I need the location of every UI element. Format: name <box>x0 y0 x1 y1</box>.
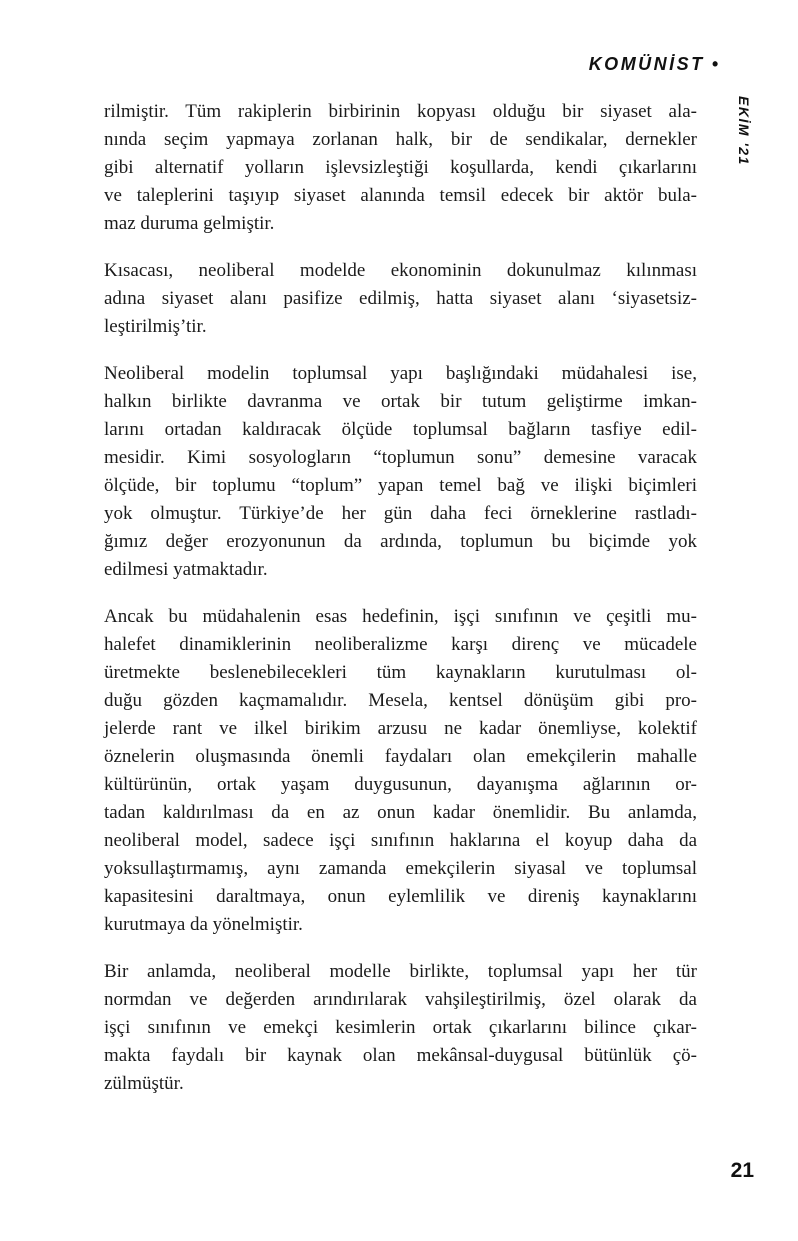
text-line: rilmiştir. Tüm rakiplerin birbirinin kopyası olduğu bir siyaset ala- <box>104 101 697 122</box>
running-head <box>589 54 718 75</box>
text-line: ğımız değer erozyonunun da ardında, toplumun bu biçimde yok <box>104 531 697 552</box>
text-line: maz duruma gelmiştir. <box>104 213 275 234</box>
issue-label: EKİM '21 <box>736 96 752 166</box>
text-line: nında seçim yapmaya zorlanan halk, bir de sendikalar, dernekler <box>104 129 697 150</box>
paragraph <box>104 603 697 939</box>
article-body <box>104 98 697 1117</box>
page-number: 21 <box>730 1159 754 1182</box>
bullet-icon: • <box>711 54 718 74</box>
text-line: kurutmaya da yönelmiştir. <box>104 914 303 935</box>
text-line: mesidir. Kimi sosyologların “toplumun sonu” demesine varacak <box>104 447 697 468</box>
text-line: edilmesi yatmaktadır. <box>104 559 268 580</box>
paragraph <box>104 958 697 1098</box>
text-line: kapasitesini daraltmaya, onun eylemlilik ve direniş kaynaklarını <box>104 886 697 907</box>
text-line: Neoliberal modelin toplumsal yapı başlığındaki müdahalesi ise, <box>104 363 697 384</box>
text-line: kültürünün, ortak yaşam duygusunun, dayanışma ağlarının or- <box>104 774 697 795</box>
text-line: leştirilmiş’tir. <box>104 316 207 337</box>
text-line: gibi alternatif yolların işlevsizleştiği koşullarda, kendi çıkarlarını <box>104 157 697 178</box>
text-line: jelerde rant ve ilkel birikim arzusu ne kadar önemliyse, kolektif <box>104 718 697 739</box>
text-line: Ancak bu müdahalenin esas hedefinin, işçi sınıfının ve çeşitli mu- <box>104 606 697 627</box>
text-line: neoliberal model, sadece işçi sınıfının haklarına el koyup daha da <box>104 830 697 851</box>
text-line: tadan kaldırılması da en az onun kadar önemlidir. Bu anlamda, <box>104 802 697 823</box>
text-line: yoksullaştırmamış, aynı zamanda emekçilerin siyasal ve toplumsal <box>104 858 697 879</box>
text-line: öznelerin oluşmasında önemli faydaları olan emekçilerin mahalle <box>104 746 697 767</box>
text-line: üretmekte beslenebilecekleri tüm kaynakların kurutulması ol- <box>104 662 697 683</box>
text-line: normdan ve değerden arındırılarak vahşileştirilmiş, özel olarak da <box>104 989 697 1010</box>
paragraph <box>104 257 697 341</box>
text-line: larını ortadan kaldıracak ölçüde toplumsal bağların tasfiye edil- <box>104 419 697 440</box>
text-line: yok olmuştur. Türkiye’de her gün daha feci örneklerine rastladı- <box>104 503 697 524</box>
text-line: duğu gözden kaçmamalıdır. Mesela, kentsel dönüşüm gibi pro- <box>104 690 697 711</box>
text-line: ve taleplerini taşıyıp siyaset alanında temsil edecek bir aktör bula- <box>104 185 697 206</box>
text-line: zülmüştür. <box>104 1073 184 1094</box>
text-line: Kısacası, neoliberal modelde ekonominin dokunulmaz kılınması <box>104 260 697 281</box>
text-line: ölçüde, bir toplumu “toplum” yapan temel bağ ve ilişki biçimleri <box>104 475 697 496</box>
paragraph <box>104 360 697 584</box>
paragraph <box>104 98 697 238</box>
text-line: halefet dinamiklerinin neoliberalizme karşı direnç ve mücadele <box>104 634 697 655</box>
magazine-title: KOMÜNİST <box>588 54 705 74</box>
text-line: halkın birlikte davranma ve ortak bir tutum geliştirme imkan- <box>104 391 697 412</box>
text-line: adına siyaset alanı pasifize edilmiş, hatta siyaset alanı ‘siyasetsiz- <box>104 288 697 309</box>
text-line: işçi sınıfının ve emekçi kesimlerin ortak çıkarlarını bilince çıkar- <box>104 1017 697 1038</box>
text-line: makta faydalı bir kaynak olan mekânsal-duygusal bütünlük çö- <box>104 1045 697 1066</box>
text-line: Bir anlamda, neoliberal modelle birlikte, toplumsal yapı her tür <box>104 961 697 982</box>
